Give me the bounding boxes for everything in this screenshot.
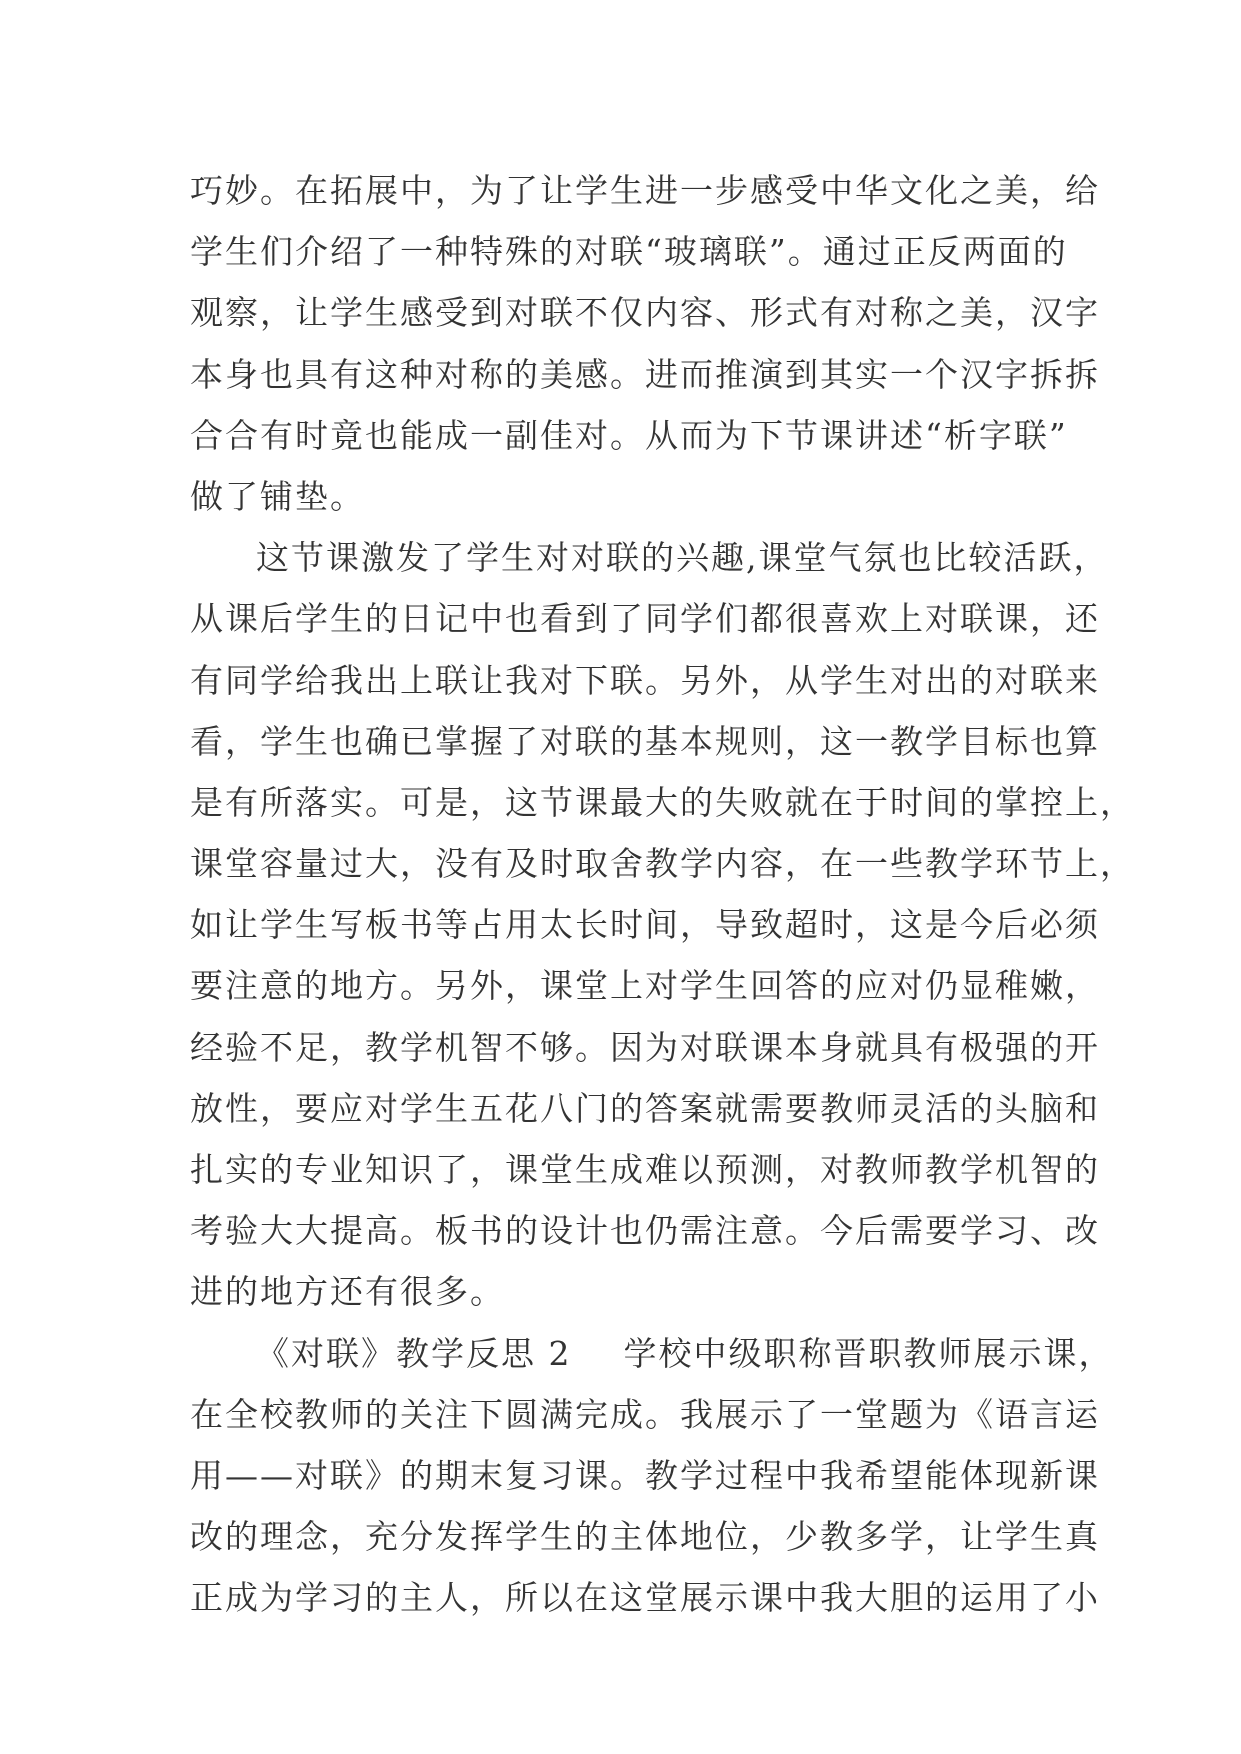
text-line: 放性，要应对学生五花八门的答案就需要教师灵活的头脑和 xyxy=(190,1088,1100,1128)
text-line: 从课后学生的日记中也看到了同学们都很喜欢上对联课，还 xyxy=(190,599,1100,639)
text-line: 看，学生也确已掌握了对联的基本规则，这一教学目标也算 xyxy=(190,721,1100,761)
text-line: 正成为学习的主人，所以在这堂展示课中我大胆的运用了小 xyxy=(190,1578,1100,1618)
section-heading-line xyxy=(190,1323,1114,1384)
text-line: 本身也具有这种对称的美感。进而推演到其实一个汉字拆拆 xyxy=(190,354,1100,394)
text-line: 合合有时竟也能成一副佳对。从而为下节课讲述“析字联” xyxy=(190,415,1068,455)
text-line: 这节课激发了学生对对联的兴趣,课堂气氛也比较活跃， xyxy=(256,538,1109,578)
text-line: 在全校教师的关注下圆满完成。我展示了一堂题为《语言运 xyxy=(190,1394,1100,1434)
text-line: 扎实的专业知识了，课堂生成难以预测，对教师教学机智的 xyxy=(190,1150,1100,1189)
text-line: 要注意的地方。另外，课堂上对学生回答的应对仍显稚嫩， xyxy=(190,966,1100,1006)
text-line: 观察，让学生感受到对联不仅内容、形式有对称之美，汉字 xyxy=(190,293,1100,333)
text-line: 是有所落实。可是，这节课最大的失败就在于时间的掌控上， xyxy=(190,782,1135,822)
text-line: 学生们介绍了一种特殊的对联“玻璃联”。通过正反两面的 xyxy=(190,232,1068,272)
body-text xyxy=(190,160,1135,1629)
text-line: 改的理念，充分发挥学生的主体地位，少教多学，让学生真 xyxy=(190,1517,1100,1557)
text-line: 如让学生写板书等占用太长时间，导致超时，这是今后必须 xyxy=(190,905,1100,945)
text-line: 进的地方还有很多。 xyxy=(190,1272,505,1312)
text-line: 做了铺垫。 xyxy=(190,476,365,516)
text-line: 有同学给我出上联让我对下联。另外，从学生对出的对联来 xyxy=(190,660,1100,700)
text-line: 巧妙。在拓展中，为了让学生进一步感受中华文化之美，给 xyxy=(190,171,1100,210)
text-line: 用——对联》的期末复习课。教学过程中我希望能体现新课 xyxy=(190,1455,1100,1495)
text-line: 课堂容量过大，没有及时取舍教学内容，在一些教学环节上， xyxy=(190,844,1135,884)
section-title: 《对联》教学反思 2 xyxy=(256,1333,572,1373)
section-first-line: 学校中级职称晋职教师展示课， xyxy=(623,1333,1114,1373)
text-line: 考验大大提高。板书的设计也仍需注意。今后需要学习、改 xyxy=(190,1211,1100,1251)
text-line: 经验不足，教学机智不够。因为对联课本身就具有极强的开 xyxy=(190,1027,1100,1067)
